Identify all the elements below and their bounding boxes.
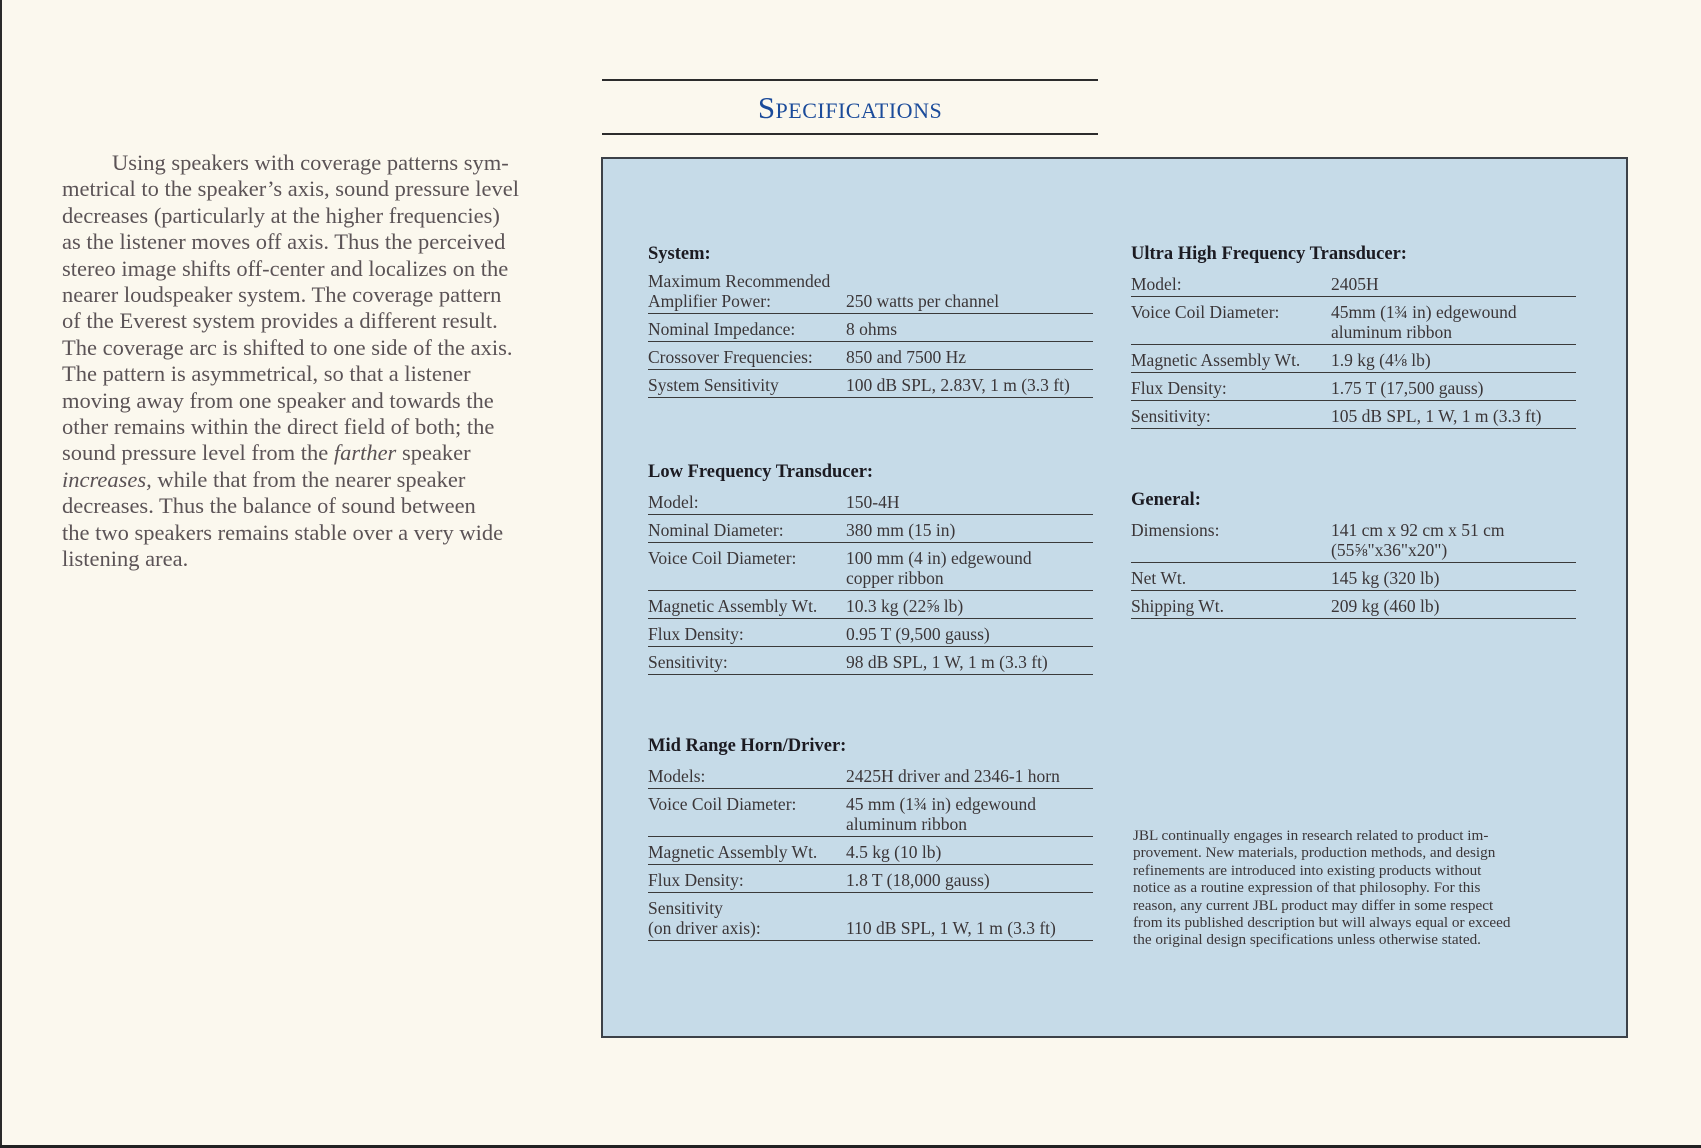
spec-label: Shipping Wt. bbox=[1131, 596, 1225, 616]
spec-label: Models: bbox=[648, 766, 706, 786]
intro-line: decreases (particularly at the higher frequencies) bbox=[62, 202, 500, 228]
spec-value: 145 kg (320 lb) bbox=[1331, 568, 1440, 588]
intro-text: speaker bbox=[396, 440, 471, 466]
title-rule-bottom bbox=[602, 133, 1098, 135]
spec-label: System Sensitivity bbox=[648, 375, 779, 395]
section-heading: Ultra High Frequency Transducer: bbox=[1131, 244, 1407, 264]
spec-value-line: 100 mm (4 in) edgewound bbox=[846, 548, 1032, 568]
notice-line: refinements are introduced into existing products without bbox=[1133, 861, 1482, 879]
mid-range-section bbox=[648, 736, 1093, 941]
notice-line: from its published description but will always equal or exceed bbox=[1133, 914, 1511, 932]
page-left-edge bbox=[0, 0, 2, 1148]
spec-value: 1.75 T (17,500 gauss) bbox=[1331, 378, 1484, 398]
spec-value-line: copper ribbon bbox=[846, 568, 944, 588]
intro-line: Using speakers with coverage patterns sym- bbox=[112, 150, 509, 175]
spec-value: 110 dB SPL, 1 W, 1 m (3.3 ft) bbox=[846, 918, 1056, 938]
spec-label: Flux Density: bbox=[648, 870, 744, 890]
spec-label-line: Sensitivity bbox=[648, 898, 723, 918]
spec-row bbox=[648, 619, 1093, 647]
spec-label: Magnetic Assembly Wt. bbox=[648, 842, 818, 862]
intro-line bbox=[62, 467, 566, 493]
spec-value bbox=[846, 548, 1093, 588]
product-improvement-notice bbox=[1133, 827, 1593, 949]
notice-line: provement. New materials, production methods, and design bbox=[1133, 844, 1496, 862]
spec-row bbox=[648, 865, 1093, 893]
intro-line: nearer loudspeaker system. The coverage pattern bbox=[62, 282, 502, 308]
intro-line: decreases. Thus the balance of sound between bbox=[62, 493, 476, 519]
intro-line: The coverage arc is shifted to one side of the axis. bbox=[62, 334, 513, 360]
spec-value: 850 and 7500 Hz bbox=[846, 347, 967, 367]
spec-value: 1.9 kg (4⅛ lb) bbox=[1331, 350, 1431, 370]
spec-row bbox=[1131, 563, 1576, 591]
spec-value: 105 dB SPL, 1 W, 1 m (3.3 ft) bbox=[1331, 406, 1542, 426]
ultra-high-frequency-section bbox=[1131, 244, 1576, 429]
spec-row bbox=[648, 893, 1093, 941]
spec-value: 98 dB SPL, 1 W, 1 m (3.3 ft) bbox=[846, 652, 1048, 672]
spec-label: Nominal Diameter: bbox=[648, 520, 784, 540]
page-title: Specifications bbox=[757, 90, 943, 125]
title-rule-top bbox=[602, 79, 1098, 81]
spec-label: Flux Density: bbox=[1131, 378, 1227, 398]
spec-label: Voice Coil Diameter: bbox=[648, 548, 797, 568]
spec-row bbox=[648, 487, 1093, 515]
spec-value: 209 kg (460 lb) bbox=[1331, 596, 1440, 616]
spec-label: Magnetic Assembly Wt. bbox=[648, 596, 818, 616]
spec-value bbox=[1331, 302, 1576, 342]
section-heading: Mid Range Horn/Driver: bbox=[648, 736, 847, 756]
spec-label: Sensitivity: bbox=[648, 652, 728, 672]
specs-panel bbox=[601, 157, 1628, 1038]
general-section bbox=[1131, 490, 1576, 619]
spec-value-line: 141 cm x 92 cm x 51 cm bbox=[1331, 520, 1505, 540]
spec-value: 1.8 T (18,000 gauss) bbox=[846, 870, 990, 890]
spec-value: 150-4H bbox=[846, 492, 900, 512]
intro-emphasis: farther bbox=[333, 440, 397, 466]
intro-line bbox=[62, 440, 566, 466]
intro-text: while that from the nearer speaker bbox=[151, 466, 466, 492]
spec-row bbox=[648, 269, 1093, 314]
spec-row bbox=[1131, 591, 1576, 619]
intro-line: listening area. bbox=[62, 546, 189, 572]
spec-label-line: (on driver axis): bbox=[648, 918, 761, 938]
spec-value: 2405H bbox=[1331, 274, 1379, 294]
section-heading: General: bbox=[1131, 490, 1201, 510]
spec-value: 380 mm (15 in) bbox=[846, 520, 956, 540]
intro-line: The pattern is asymmetrical, so that a listener bbox=[62, 361, 471, 387]
intro-line: of the Everest system provides a different result. bbox=[62, 308, 498, 334]
spec-label: Amplifier Power: bbox=[648, 291, 771, 311]
spec-row bbox=[648, 647, 1093, 675]
spec-label: Model: bbox=[648, 492, 699, 512]
system-section bbox=[648, 244, 1093, 398]
spec-value: 10.3 kg (22⅝ lb) bbox=[846, 596, 964, 616]
spec-value bbox=[1331, 520, 1576, 560]
intro-line: moving away from one speaker and towards the bbox=[62, 387, 494, 413]
spec-value: 100 dB SPL, 2.83V, 1 m (3.3 ft) bbox=[846, 375, 1070, 395]
spec-value: 2425H driver and 2346-1 horn bbox=[846, 766, 1060, 786]
spec-row bbox=[648, 789, 1093, 837]
spec-value bbox=[846, 794, 1093, 834]
intro-line: other remains within the direct field of both; the bbox=[62, 414, 495, 440]
spec-row bbox=[1131, 345, 1576, 373]
spec-label: Magnetic Assembly Wt. bbox=[1131, 350, 1301, 370]
spec-row bbox=[648, 314, 1093, 342]
spec-label: Flux Density: bbox=[648, 624, 744, 644]
spec-row bbox=[648, 761, 1093, 789]
spec-value: 8 ohms bbox=[846, 319, 898, 339]
spec-row bbox=[648, 342, 1093, 370]
spec-value-line: aluminum ribbon bbox=[846, 814, 968, 834]
intro-line: stereo image shifts off-center and localizes on the bbox=[62, 255, 509, 281]
spec-value: 250 watts per channel bbox=[846, 291, 1000, 311]
spec-value-line: (55⅝"x36"x20") bbox=[1331, 540, 1448, 560]
notice-line: reason, any current JBL product may differ in some respect bbox=[1133, 896, 1494, 914]
spec-label: Net Wt. bbox=[1131, 568, 1187, 588]
intro-text: sound pressure level from the bbox=[62, 440, 334, 466]
spec-value: 4.5 kg (10 lb) bbox=[846, 842, 942, 862]
notice-line: notice as a routine expression of that philosophy. For this bbox=[1133, 879, 1481, 897]
intro-paragraph bbox=[62, 150, 566, 573]
spec-row bbox=[1131, 515, 1576, 563]
spec-value-line: 45 mm (1¾ in) edgewound bbox=[846, 794, 1037, 814]
spec-row bbox=[648, 591, 1093, 619]
spec-label: Voice Coil Diameter: bbox=[1131, 302, 1280, 322]
spec-value: 0.95 T (9,500 gauss) bbox=[846, 624, 990, 644]
spec-row bbox=[648, 543, 1093, 591]
intro-line: as the listener moves off axis. Thus the perceived bbox=[62, 229, 506, 255]
spec-label: Sensitivity: bbox=[1131, 406, 1211, 426]
spec-value-line: 45mm (1¾ in) edgewound bbox=[1331, 302, 1517, 322]
spec-label bbox=[648, 898, 846, 938]
spec-value-line: aluminum ribbon bbox=[1331, 322, 1453, 342]
spec-label: Nominal Impedance: bbox=[648, 319, 796, 339]
spec-label: Model: bbox=[1131, 274, 1182, 294]
spec-row bbox=[1131, 373, 1576, 401]
spec-row bbox=[648, 370, 1093, 398]
spec-row bbox=[648, 837, 1093, 865]
spec-label: Voice Coil Diameter: bbox=[648, 794, 797, 814]
intro-line: metrical to the speaker’s axis, sound pressure level bbox=[62, 176, 519, 202]
spec-row bbox=[1131, 297, 1576, 345]
spec-label: Dimensions: bbox=[1131, 520, 1220, 540]
intro-emphasis: increases, bbox=[62, 466, 152, 492]
section-heading: System: bbox=[648, 244, 711, 264]
spec-row bbox=[648, 515, 1093, 543]
section-heading: Low Frequency Transducer: bbox=[648, 462, 874, 482]
notice-line: JBL continually engages in research related to product im- bbox=[1133, 827, 1489, 844]
intro-line: the two speakers remains stable over a very wide bbox=[62, 519, 504, 545]
notice-line: the original design specifications unless otherwise stated. bbox=[1133, 931, 1481, 949]
spec-row bbox=[1131, 401, 1576, 429]
spec-label: Maximum Recommended bbox=[648, 271, 831, 291]
low-frequency-section bbox=[648, 462, 1093, 675]
spec-row bbox=[1131, 269, 1576, 297]
spec-label: Crossover Frequencies: bbox=[648, 347, 813, 367]
